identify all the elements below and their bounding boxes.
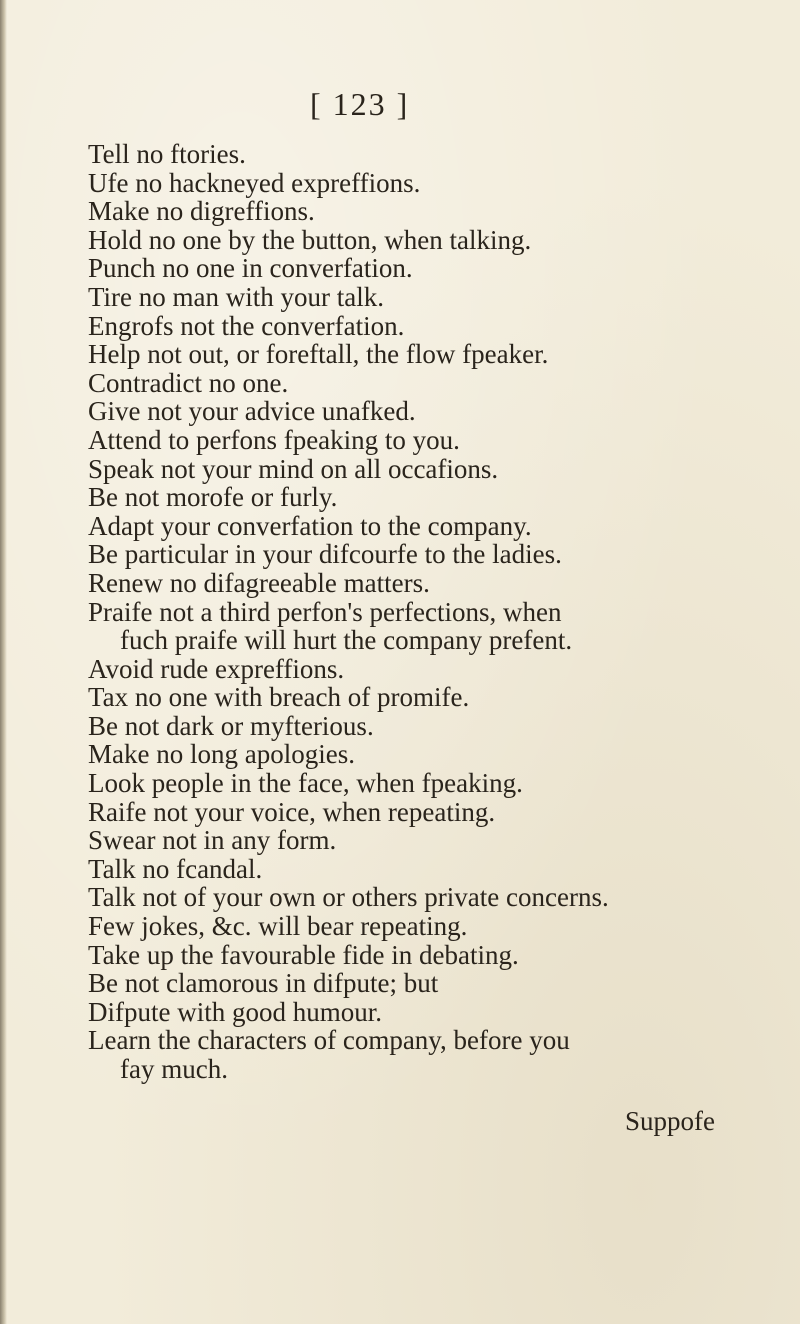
text-line: Look people in the face, when fpeaking.: [88, 768, 523, 799]
text-line: Praife not a third perfon's perfections, when: [88, 596, 562, 627]
text-line: Tax no one with breach of promife.: [88, 682, 470, 713]
text-line: Be particular in your difcourfe to the ladies.: [88, 539, 562, 570]
text-line: Tell no ftories.: [88, 139, 246, 169]
text-line: Punch no one in converfation.: [88, 253, 413, 284]
text-line: Swear not in any form.: [88, 825, 337, 856]
text-line: Engrofs not the converfation.: [88, 310, 405, 341]
catchword: Suppofe: [625, 1106, 715, 1136]
maxims-list: [88, 140, 788, 1084]
text-line: Be not dark or myfterious.: [88, 710, 374, 741]
text-line: Renew no difagreeable matters.: [88, 567, 430, 598]
text-line: Be not morofe or furly.: [88, 482, 338, 513]
text-line: Hold no one by the button, when talking.: [88, 224, 532, 255]
text-line: Be not clamorous in difpute; but: [88, 968, 439, 999]
text-line: Make no long apologies.: [88, 739, 355, 770]
text-line: Give not your advice unafked.: [88, 396, 416, 427]
text-line: Help not out, or foreftall, the flow fpeaker.: [88, 339, 549, 370]
text-line: Ufe no hackneyed expreffions.: [88, 167, 421, 198]
page-binding-edge: [0, 0, 7, 1324]
text-line: Speak not your mind on all occafions.: [88, 453, 499, 484]
text-line: Attend to perfons fpeaking to you.: [88, 424, 460, 455]
text-line: Contradict no one.: [88, 367, 289, 398]
text-line: Talk not of your own or others private concerns.: [88, 882, 609, 913]
text-line: fay much.: [120, 1054, 228, 1084]
page-number: [ 123 ]: [310, 86, 410, 122]
text-line: Talk no fcandal.: [88, 853, 263, 884]
text-line: Adapt your converfation to the company.: [88, 510, 532, 541]
text-line: Make no digreffions.: [88, 196, 315, 227]
text-line: fuch praife will hurt the company prefent.: [120, 625, 573, 656]
text-line: Tire no man with your talk.: [88, 281, 384, 312]
text-line: Take up the favourable fide in debating.: [88, 939, 519, 970]
text-line: Learn the characters of company, before you: [88, 1025, 570, 1056]
text-line: Avoid rude expreffions.: [88, 653, 345, 684]
text-line: Difpute with good humour.: [88, 996, 382, 1027]
text-line: Raife not your voice, when repeating.: [88, 796, 496, 827]
text-line: Few jokes, &c. will bear repeating.: [88, 911, 468, 942]
